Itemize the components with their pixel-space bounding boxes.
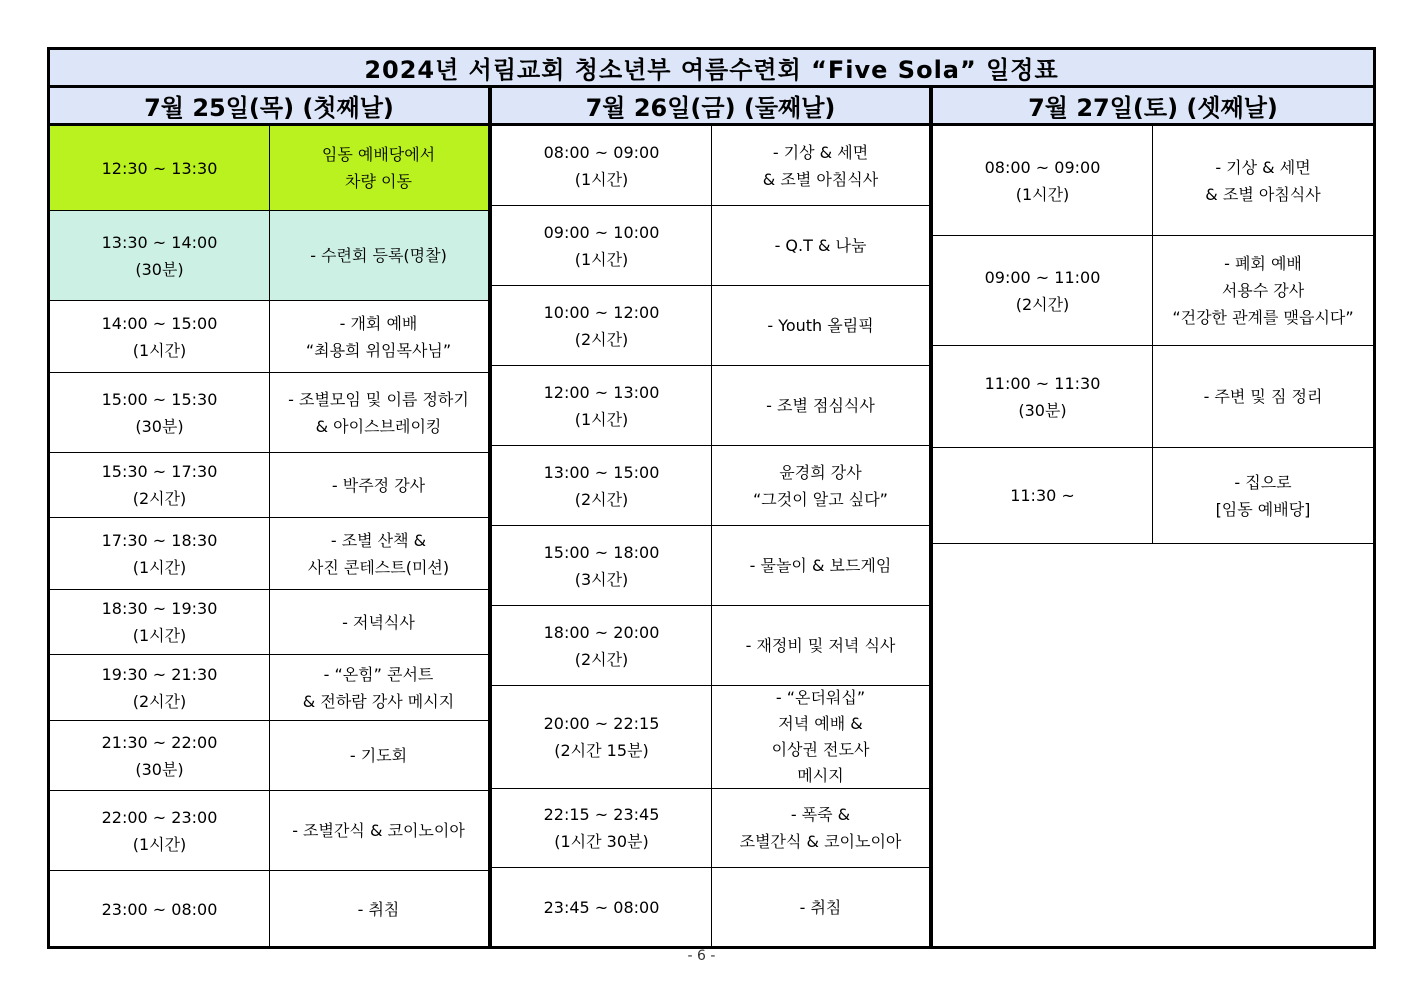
table-row bbox=[50, 301, 488, 373]
time-cell: 21:30 ~ 22:00 (30분) bbox=[50, 721, 270, 790]
activity-cell: - 기도회 bbox=[349, 746, 408, 765]
activity-cell: - 조별 점심식사 bbox=[766, 396, 875, 415]
activity-cell: - “온더워십” 저녁 예배 & 이상권 전도사 메시지 bbox=[771, 688, 870, 785]
table-row bbox=[50, 655, 488, 721]
time-cell: 18:00 ~ 20:00 (2시간) bbox=[492, 606, 712, 685]
day-column-1 bbox=[50, 88, 488, 947]
activity-cell: - Q.T & 나눔 bbox=[774, 236, 867, 255]
activity-cell: - 조별 산책 & 사진 콘테스트(미션) bbox=[307, 530, 450, 577]
table-row bbox=[492, 126, 929, 206]
table-row bbox=[50, 590, 488, 655]
day-2-rows bbox=[492, 126, 929, 947]
time-cell: 13:30 ~ 14:00 (30분) bbox=[50, 211, 270, 300]
activity-cell: - 주변 및 짐 정리 bbox=[1203, 387, 1323, 406]
time-cell: 13:00 ~ 15:00 (2시간) bbox=[492, 446, 712, 525]
activity-cell: - 취침 bbox=[357, 899, 400, 919]
table-row bbox=[933, 346, 1373, 448]
activity-cell: - 박주정 강사 bbox=[331, 475, 426, 495]
time-cell: 15:00 ~ 18:00 (3시간) bbox=[492, 526, 712, 605]
time-cell: 18:30 ~ 19:30 (1시간) bbox=[50, 590, 270, 654]
table-row bbox=[50, 871, 488, 947]
table-row bbox=[933, 448, 1373, 544]
activity-cell: - 조별간식 & 코이노이아 bbox=[292, 821, 465, 840]
activity-cell: - 기상 & 세면 & 조별 아침식사 bbox=[1205, 157, 1321, 204]
activity-cell: - 물놀이 & 보드게임 bbox=[749, 556, 892, 575]
day-header-2: 7월 26일(금) (둘째날) bbox=[492, 88, 929, 126]
time-cell: 22:00 ~ 23:00 (1시간) bbox=[50, 791, 270, 870]
table-row bbox=[50, 373, 488, 453]
table-row bbox=[933, 126, 1373, 236]
table-row bbox=[50, 518, 488, 590]
day-column-2 bbox=[492, 88, 929, 947]
table-row bbox=[492, 686, 929, 789]
time-cell: 09:00 ~ 11:00 (2시간) bbox=[933, 236, 1153, 345]
activity-cell: - 폭죽 & 조별간식 & 코이노이아 bbox=[739, 805, 902, 851]
time-cell: 12:00 ~ 13:00 (1시간) bbox=[492, 366, 712, 445]
activity-cell: - “온힘” 콘서트 & 전하람 강사 메시지 bbox=[302, 664, 455, 711]
table-row bbox=[492, 789, 929, 868]
activity-cell: - 기상 & 세면 & 조별 아침식사 bbox=[762, 142, 879, 189]
table-row bbox=[50, 791, 488, 871]
time-cell: 12:30 ~ 13:30 bbox=[50, 126, 270, 210]
activity-cell: - 수련회 등록(명찰) bbox=[310, 246, 447, 265]
time-cell: 17:30 ~ 18:30 (1시간) bbox=[50, 518, 270, 589]
table-row bbox=[50, 453, 488, 518]
activity-cell: - Youth 올림픽 bbox=[767, 316, 874, 335]
day-3-rows bbox=[933, 126, 1373, 544]
activity-cell: - 폐회 예배 서용수 강사 “건강한 관계를 맺읍시다” bbox=[1172, 254, 1354, 327]
activity-cell: - 조별모임 및 이름 정하기 & 아이스브레이킹 bbox=[288, 389, 469, 436]
day-header-3: 7월 27일(토) (셋째날) bbox=[933, 88, 1373, 126]
table-row bbox=[50, 126, 488, 211]
time-cell: 08:00 ~ 09:00 (1시간) bbox=[492, 126, 712, 205]
table-row bbox=[492, 286, 929, 366]
table-row bbox=[492, 366, 929, 446]
table-row bbox=[492, 446, 929, 526]
time-cell: 08:00 ~ 09:00 (1시간) bbox=[933, 126, 1153, 235]
day-header-1: 7월 25일(목) (첫째날) bbox=[50, 88, 488, 126]
time-cell: 14:00 ~ 15:00 (1시간) bbox=[50, 301, 270, 372]
day-column-3 bbox=[933, 88, 1373, 544]
page-title: 2024년 서림교회 청소년부 여름수련회 “Five Sola” 일정표 bbox=[50, 50, 1373, 88]
time-cell: 19:30 ~ 21:30 (2시간) bbox=[50, 655, 270, 720]
activity-cell: - 재정비 및 저녁 식사 bbox=[745, 636, 896, 655]
schedule-table bbox=[47, 47, 1376, 949]
table-row bbox=[933, 236, 1373, 346]
activity-cell: 임동 예배당에서 차량 이동 bbox=[321, 145, 436, 191]
activity-cell: - 취침 bbox=[799, 898, 842, 917]
time-cell: 09:00 ~ 10:00 (1시간) bbox=[492, 206, 712, 285]
activity-cell: - 개회 예배 “최용희 위임목사님” bbox=[305, 313, 452, 360]
time-cell: 23:45 ~ 08:00 bbox=[492, 868, 712, 947]
table-row bbox=[50, 721, 488, 791]
time-cell: 15:00 ~ 15:30 (30분) bbox=[50, 373, 270, 452]
time-cell: 23:00 ~ 08:00 bbox=[50, 871, 270, 947]
time-cell: 22:15 ~ 23:45 (1시간 30분) bbox=[492, 789, 712, 867]
activity-cell: - 저녁식사 bbox=[342, 612, 415, 632]
activity-cell: 윤경희 강사 “그것이 알고 싶다” bbox=[753, 462, 888, 509]
table-row bbox=[492, 526, 929, 606]
table-row bbox=[492, 868, 929, 947]
table-row bbox=[492, 606, 929, 686]
page-number: - 6 - bbox=[687, 948, 716, 964]
day-1-rows bbox=[50, 126, 488, 947]
time-cell: 11:00 ~ 11:30 (30분) bbox=[933, 346, 1153, 447]
time-cell: 20:00 ~ 22:15 (2시간 15분) bbox=[492, 686, 712, 788]
time-cell: 11:30 ~ bbox=[933, 448, 1153, 543]
table-row bbox=[50, 211, 488, 301]
time-cell: 10:00 ~ 12:00 (2시간) bbox=[492, 286, 712, 365]
time-cell: 15:30 ~ 17:30 (2시간) bbox=[50, 453, 270, 517]
activity-cell: - 집으로 [임동 예배당] bbox=[1215, 472, 1311, 519]
table-row bbox=[492, 206, 929, 286]
